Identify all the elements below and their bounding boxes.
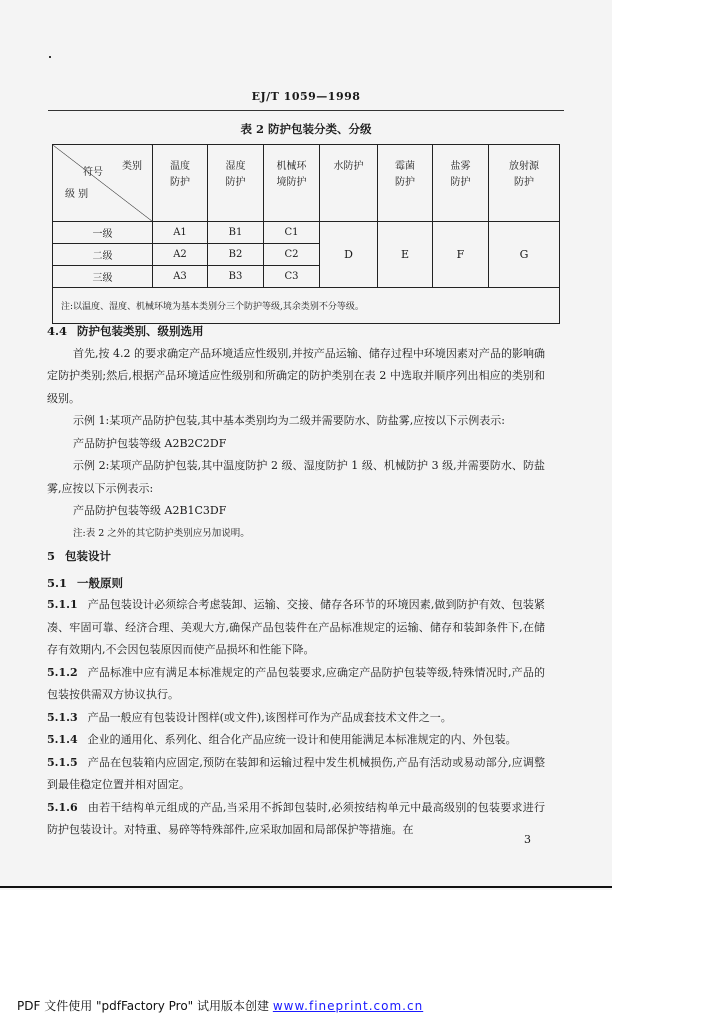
cell-temperature: A3 — [153, 266, 208, 288]
section-heading — [47, 320, 545, 343]
clause-text: 产品一般应有包装设计图样(或文件),该图样可作为产品成套技术文件之一。 — [87, 710, 452, 724]
corner-label-category: 类别 — [122, 161, 142, 172]
section-heading — [47, 545, 545, 568]
table-corner-cell — [53, 145, 153, 222]
cell-mechanical: C1 — [264, 222, 320, 244]
clause-number: 5.1.3 — [47, 710, 78, 724]
header-rule — [48, 110, 564, 111]
clause-number: 5.1.6 — [47, 800, 78, 814]
page-header: EJ/T 1059—1998 — [251, 90, 361, 103]
cell-temperature: A2 — [153, 244, 208, 266]
cell-mechanical: C3 — [264, 266, 320, 288]
footer-link[interactable]: www.fineprint.com.cn — [272, 999, 424, 1013]
clause-number: 5.1.4 — [47, 733, 78, 746]
section-number: 4.4 — [47, 324, 68, 338]
corner-label-level: 级 别 — [65, 189, 89, 200]
col-header-mold — [378, 145, 433, 222]
bottom-rule — [0, 886, 612, 888]
cell-humidity: B1 — [208, 222, 264, 244]
cell-humidity: B3 — [208, 266, 264, 288]
example-1-result: 产品防护包装等级 A2B2C2DF — [73, 436, 227, 450]
subsection-number: 5.1 — [47, 575, 68, 590]
cell-mechanical: C2 — [264, 244, 320, 266]
clause-5-1-4 — [47, 729, 545, 752]
clause-5-1-2 — [47, 662, 545, 707]
clause-5-1-1 — [47, 594, 545, 662]
col-header-label: 水防护 — [333, 161, 364, 172]
page-number: 3 — [524, 833, 531, 846]
clause-number: 5.1.2 — [47, 665, 78, 679]
clause-5-1-3 — [47, 707, 545, 730]
col-header-label: 霉菌 防护 — [395, 161, 415, 188]
clause-text: 产品在包装箱内应固定,预防在装卸和运输过程中发生机械损伤,产品有活动或易动部分,应调整到最佳稳定位置并相对固定。 — [47, 755, 545, 791]
section-title: 防护包装类别、级别选用 — [77, 324, 204, 338]
col-header-temperature — [153, 145, 208, 222]
row-level-label: 二级 — [53, 244, 153, 266]
table-note-row — [53, 288, 560, 324]
cell-mold: E — [378, 222, 433, 288]
footer-text: PDF 文件使用 "pdfFactory Pro" 试用版本创建 — [17, 999, 270, 1013]
subsection-heading — [47, 572, 545, 595]
clause-5-1-6 — [47, 797, 545, 842]
row-level-label: 三级 — [53, 266, 153, 288]
section-note: 注:表 2 之外的其它防护类别应另加说明。 — [73, 527, 250, 539]
col-header-salt-fog — [433, 145, 489, 222]
cell-water: D — [320, 222, 378, 288]
subsection-title: 一般原则 — [77, 575, 124, 590]
corner-label-symbol: 符号 — [83, 167, 103, 178]
example-1: 示例 1:某项产品防护包装,其中基本类别均为二级并需要防水、防盐雾,应按以下示例表示: — [73, 414, 505, 427]
col-header-label: 盐雾 防护 — [450, 161, 471, 188]
clause-5-1-5 — [47, 752, 545, 797]
col-header-water — [320, 145, 378, 222]
clause-text: 产品包装设计必须综合考虑装卸、运输、交接、储存各环节的环境因素,做到防护有效、包装紧凑、牢固可靠、经济合理、美观大方,确保产品包装件在产品标准规定的运输、储存和装卸条件下,在储存有效期内,不会因包装原因而使产品损坏和性能下降。 — [47, 598, 545, 656]
col-header-label: 放射源 防护 — [509, 161, 539, 188]
table-header-row — [53, 145, 560, 222]
clause-text: 企业的通用化、系列化、组合化产品应统一设计和使用能满足本标准规定的内、外包装。 — [87, 733, 517, 746]
col-header-label: 温度 防护 — [170, 161, 190, 188]
cell-salt-fog: F — [433, 222, 489, 288]
col-header-humidity — [208, 145, 264, 222]
clause-text: 由若干结构单元组成的产品,当采用不拆卸包装时,必须按结构单元中最高级别的包装要求进行防护包装设计。对特重、易碎等特殊部件,应采取加固和局部保护等措施。在 — [47, 800, 545, 836]
table-note: 注:以温度、湿度、机械环境为基本类别分三个防护等级,其余类别不分等级。 — [53, 288, 560, 324]
table-caption: 表 2 防护包装分类、分级 — [240, 122, 372, 136]
pdf-footer — [17, 997, 423, 1014]
col-header-mechanical — [264, 145, 320, 222]
col-header-radiation — [489, 145, 560, 222]
cell-humidity: B2 — [208, 244, 264, 266]
col-header-label: 机械环 境防护 — [276, 161, 307, 188]
example-2-result: 产品防护包装等级 A2B1C3DF — [73, 504, 227, 517]
section-title: 包装设计 — [65, 549, 112, 563]
classification-table — [52, 144, 560, 324]
clause-text: 产品标准中应有满足本标准规定的产品包装要求,应确定产品防护包装等级,特殊情况时,产品的包装按供需双方协议执行。 — [47, 665, 545, 701]
section-4-4 — [47, 320, 545, 545]
section-5 — [47, 545, 545, 842]
clause-number: 5.1.5 — [47, 755, 78, 769]
cell-temperature: A1 — [153, 222, 208, 244]
section-number: 5 — [47, 549, 56, 563]
row-level-label: 一级 — [53, 222, 153, 244]
scan-speck — [49, 56, 51, 58]
table-row — [53, 222, 560, 244]
col-header-label: 湿度 防护 — [225, 161, 246, 188]
paragraph: 首先,按 4.2 的要求确定产品环境适应性级别,并按产品运输、储存过程中环境因素对产品的影响确定防护类别;然后,根据产品环境适应性级别和所确定的防护类别在表 2 中选取并顺序列出相应的类别和级别。 — [47, 346, 545, 405]
cell-radiation: G — [489, 222, 560, 288]
example-2: 示例 2:某项产品防护包装,其中温度防护 2 级、湿度防护 1 级、机械防护 3 级,并需要防水、防盐雾,应按以下示例表示: — [47, 459, 545, 495]
clause-number: 5.1.1 — [47, 598, 78, 611]
